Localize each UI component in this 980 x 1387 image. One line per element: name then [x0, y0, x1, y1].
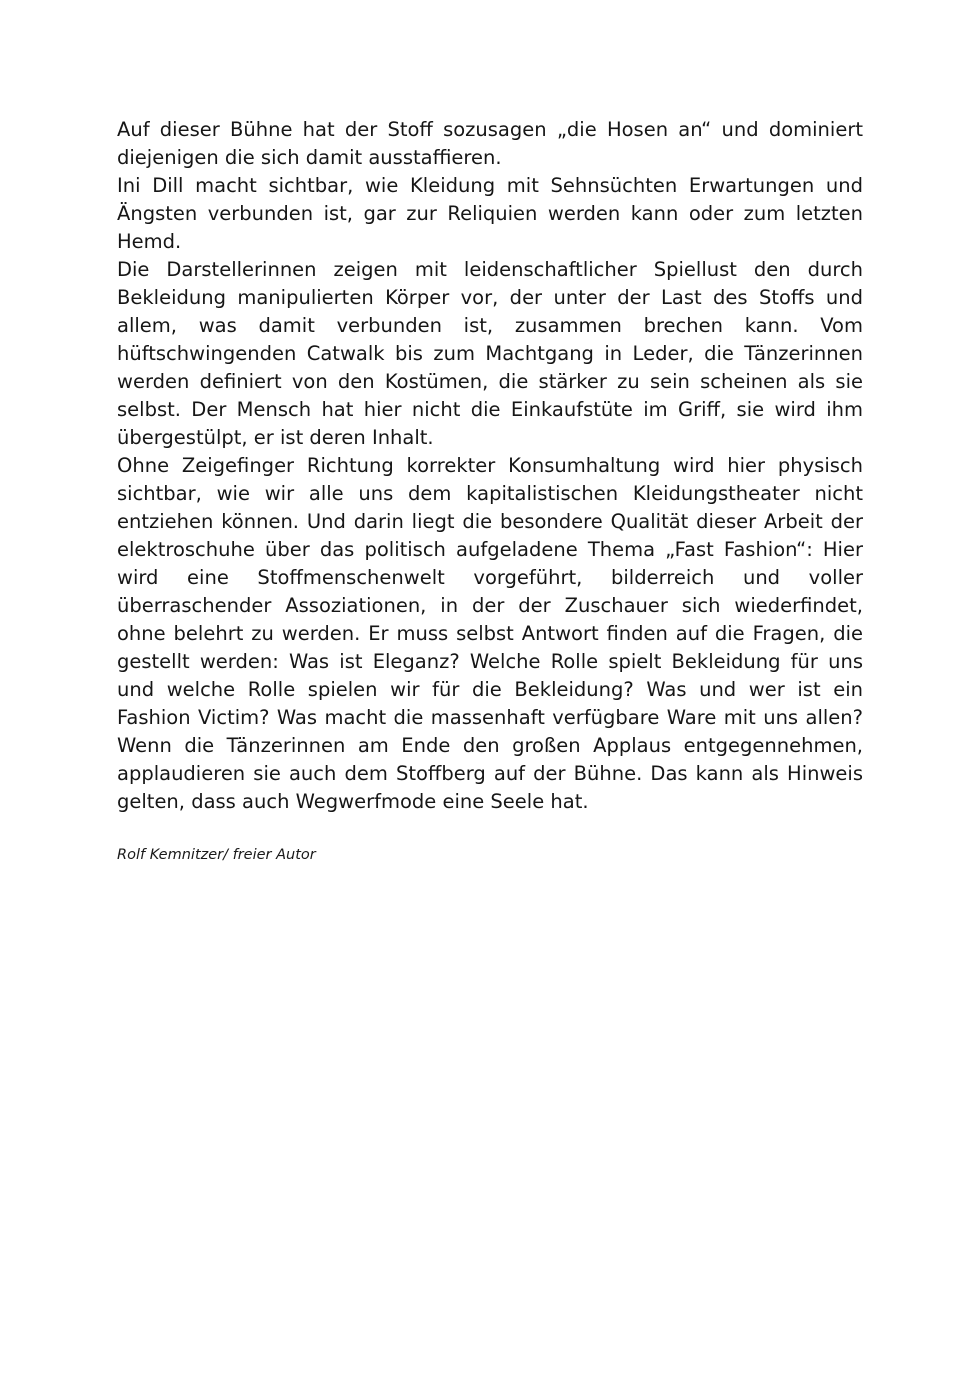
paragraph-4: Ohne Zeigefinger Richtung korrekter Konsumhaltung wird hier physisch sichtbar, wie wir alle uns dem kapitalistischen Kleidungstheater nicht entziehen können. Und darin liegt die besondere Qualität dieser Arbeit der elektroschuhe über das politisch aufgeladene Thema „Fast Fashion“: Hier wird eine Stoffmenschenwelt vorgeführt, bilderreich und voller überraschender Assoziationen, in der der Zuschauer sich wiederfindet, ohne belehrt zu werden. Er muss selbst Antwort finden auf die Fragen, die gestellt werden: Was ist Eleganz? Welche Rolle spielt Bekleidung für uns und welche Rolle spielen wir für die Bekleidung? Was und wer ist ein Fashion Victim? Was macht die massenhaft verfügbare Ware mit uns allen? Wenn die Tänzerinnen am Ende den großen Applaus entgegennehmen, applaudieren sie auch dem Stoffberg auf der Bühne. Das kann als Hinweis gelten, dass auch Wegwerfmode eine Seele hat.: [117, 454, 863, 813]
paragraph-2: Ini Dill macht sichtbar, wie Kleidung mit Sehnsüchten Erwartungen und Ängsten verbunden ist, gar zur Reliquien werden kann oder zum letzten Hemd.: [117, 174, 863, 253]
article-body: [117, 116, 863, 816]
paragraph-1: Auf dieser Bühne hat der Stoff sozusagen „die Hosen an“ und dominiert diejenigen die sich damit ausstaffieren.: [117, 118, 863, 169]
paragraph-3: Die Darstellerinnen zeigen mit leidenschaftlicher Spiellust den durch Bekleidung manipulierten Körper vor, der unter der Last des Stoffs und allem, was damit verbunden ist, zusammen brechen kann. Vom hüftschwingenden Catwalk bis zum Machtgang in Leder, die Tänzerinnen werden definiert von den Kostümen, die stärker zu sein scheinen als sie selbst. Der Mensch hat hier nicht die Einkaufstüte im Griff, sie wird ihm übergestülpt, er ist deren Inhalt.: [117, 258, 863, 449]
author-signature: Rolf Kemnitzer/ freier Autor: [117, 847, 316, 863]
